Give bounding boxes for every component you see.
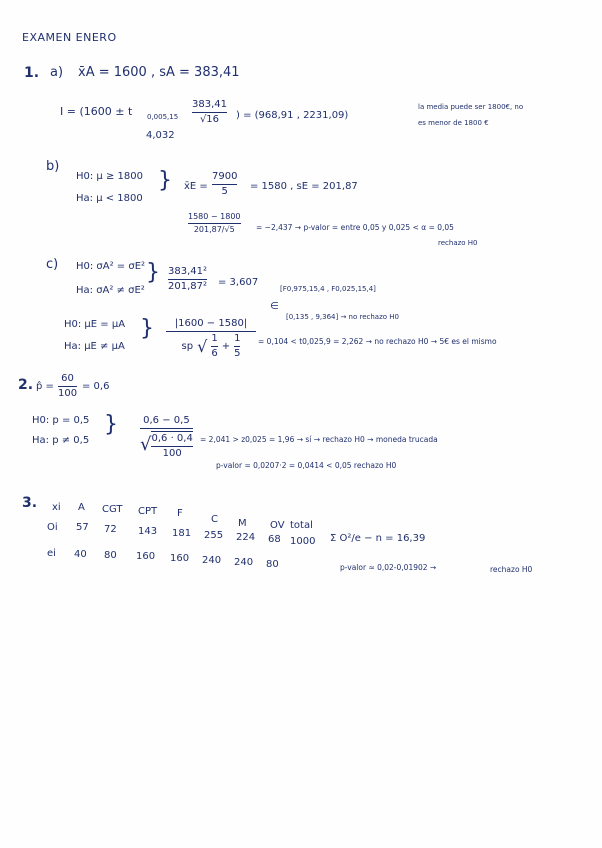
header-ov: OV: [270, 520, 285, 531]
phat-den: 100: [58, 388, 78, 399]
f-num: 383,41²: [168, 266, 207, 277]
ei-cell: 80: [104, 550, 117, 561]
p2-pval: p-valor = 0,0207·2 = 0,0414 < 0,05 rechazo H0: [216, 461, 397, 470]
p2-z-bar: [140, 428, 193, 429]
t-den: [182, 334, 241, 359]
part-b-brace: }: [158, 168, 172, 193]
part-c-h0: H0: σA² = σE²: [76, 261, 146, 272]
f-in-symbol: ∈: [270, 301, 279, 312]
p3-conclusion: rechazo H0: [490, 565, 533, 574]
oi-label: Oi: [47, 522, 58, 533]
b-z-fraction: [188, 213, 241, 234]
oi-cell: 143: [138, 526, 158, 537]
f-fraction: [168, 267, 207, 292]
f-interval-1: [F0,975,15,4 , F0,025,15,4]: [280, 285, 376, 293]
p2-z-den-num: 0,6 · 0,4: [151, 433, 193, 444]
part-b-label: b): [46, 159, 60, 174]
mu-ha: Ha: μE ≠ μA: [64, 341, 125, 352]
part-b-h0: H0: μ ≥ 1800: [76, 171, 143, 182]
problem-1-number: 1.: [24, 65, 40, 81]
t-den-bar-a: [211, 346, 217, 347]
t-den-sp: sp: [181, 340, 194, 352]
p2-z-fraction: [140, 416, 193, 459]
t-rhs: = 0,104 < t0,025,9 = 2,262 → no rechazo H0 → 5€ es el mismo: [258, 337, 497, 346]
part-b-ha: Ha: μ < 1800: [76, 193, 143, 204]
oi-cell: 181: [172, 528, 192, 539]
mu-h0: H0: μE = μA: [64, 319, 126, 330]
phat-bar: [58, 386, 77, 387]
part-c-brace: }: [146, 260, 160, 285]
oi-cell: 72: [104, 524, 117, 535]
header-total: total: [290, 520, 313, 531]
ci-t-value: 4,032: [146, 130, 175, 141]
phat-rhs: = 0,6: [82, 381, 110, 392]
t-den-b: 5: [234, 348, 241, 359]
p2-z-den: [140, 431, 193, 459]
t-den-bar-b: [234, 346, 240, 347]
t-den-one-b: 1: [234, 333, 241, 344]
header-c: C: [211, 514, 218, 525]
ci-frac-num: 383,41: [192, 99, 227, 110]
phat-fraction: [58, 374, 77, 399]
p2-z-den-bar: [151, 446, 192, 447]
ci-frac-den: √16: [199, 114, 220, 125]
t-den-frac-b: [234, 334, 240, 359]
oi-cell: 255: [204, 530, 224, 541]
part-a-stats: x̄A = 1600 , sA = 383,41: [78, 65, 240, 80]
oi-cell: 68: [268, 534, 281, 545]
ei-label: ei: [47, 548, 56, 559]
page-title: EXAMEN ENERO: [22, 31, 117, 44]
p3-pval: p-valor ≈ 0,02-0,01902 →: [340, 563, 437, 572]
header-cgt: CGT: [102, 504, 123, 515]
p2-z-num: 0,6 − 0,5: [143, 415, 190, 426]
ci-frac-bar: [192, 112, 227, 113]
header-f: F: [177, 508, 183, 519]
b-z-bar: [188, 223, 241, 224]
ci-note-1: la media puede ser 1800€, no: [418, 103, 524, 111]
xbar-fraction: [212, 172, 237, 197]
part-c-label: c): [46, 257, 59, 272]
ci-note-2: es menor de 1800 €: [418, 119, 489, 127]
mu-brace: }: [140, 316, 154, 341]
t-den-sqrt-sign: √: [197, 336, 208, 356]
ci-t-subscript: 0,005,15: [147, 113, 179, 121]
p2-h0: H0: p = 0,5: [32, 415, 90, 426]
ei-cell: 160: [170, 553, 190, 564]
p2-ha: Ha: p ≠ 0,5: [32, 435, 90, 446]
xbar-lhs: x̄E =: [184, 181, 208, 192]
ei-cell: 240: [202, 555, 222, 566]
ei-cell: 160: [136, 551, 156, 562]
p2-z-den-frac: [151, 431, 192, 459]
phat-num: 60: [61, 373, 74, 384]
ei-cell: 40: [74, 549, 87, 560]
p2-z-sqrt-sign: √: [140, 434, 152, 455]
b-z-num: 1580 − 1800: [188, 212, 241, 221]
t-num: |1600 − 1580|: [174, 318, 248, 329]
p2-z-den-den: 100: [162, 448, 182, 459]
p2-z-rhs: = 2,041 > z0,025 = 1,96 → sí → rechazo H0 → moneda trucada: [200, 435, 438, 444]
b-conclusion: rechazo H0: [438, 239, 478, 247]
xbar-rhs: = 1580 , sE = 201,87: [250, 181, 358, 192]
oi-cell: 1000: [290, 536, 316, 547]
xbar-den: 5: [221, 186, 228, 197]
chi-square-stat: Σ O²/e − n = 16,39: [330, 533, 426, 544]
p2-brace: }: [104, 412, 118, 437]
part-c-ha: Ha: σA² ≠ σE²: [76, 285, 145, 296]
header-xi: xi: [52, 502, 61, 513]
ci-fraction: [192, 100, 227, 125]
header-a: A: [78, 502, 85, 513]
problem-2-number: 2.: [18, 377, 34, 393]
oi-cell: 224: [236, 532, 256, 543]
f-den: 201,87²: [168, 281, 207, 292]
xbar-bar: [212, 184, 237, 185]
ci-lhs: I = (1600 ± t: [60, 105, 133, 118]
t-fraction: [166, 319, 256, 359]
phat-lhs: p̂ =: [36, 381, 54, 392]
t-den-frac-a: [211, 334, 217, 359]
ei-cell: 240: [234, 557, 254, 568]
problem-3-number: 3.: [22, 495, 38, 511]
f-interval-2: [0,135 , 9,364] → no rechazo H0: [286, 313, 399, 321]
t-bar: [166, 331, 256, 332]
b-z-den: 201,87/√5: [193, 225, 235, 234]
header-cpt: CPT: [138, 506, 158, 517]
part-a-label: a): [50, 65, 64, 80]
xbar-num: 7900: [212, 171, 238, 182]
t-den-plus: +: [221, 340, 231, 352]
f-bar: [168, 279, 207, 280]
b-z-rhs: = −2,437 → p-valor = entre 0,05 y 0,025 < α = 0,05: [256, 223, 454, 232]
ei-cell: 80: [266, 559, 279, 570]
ci-rhs: ) = (968,91 , 2231,09): [236, 110, 349, 121]
oi-cell: 57: [76, 522, 89, 533]
header-m: M: [238, 518, 247, 529]
t-den-one-a: 1: [211, 333, 218, 344]
t-den-a: 6: [211, 348, 218, 359]
f-rhs: = 3,607: [218, 277, 259, 288]
